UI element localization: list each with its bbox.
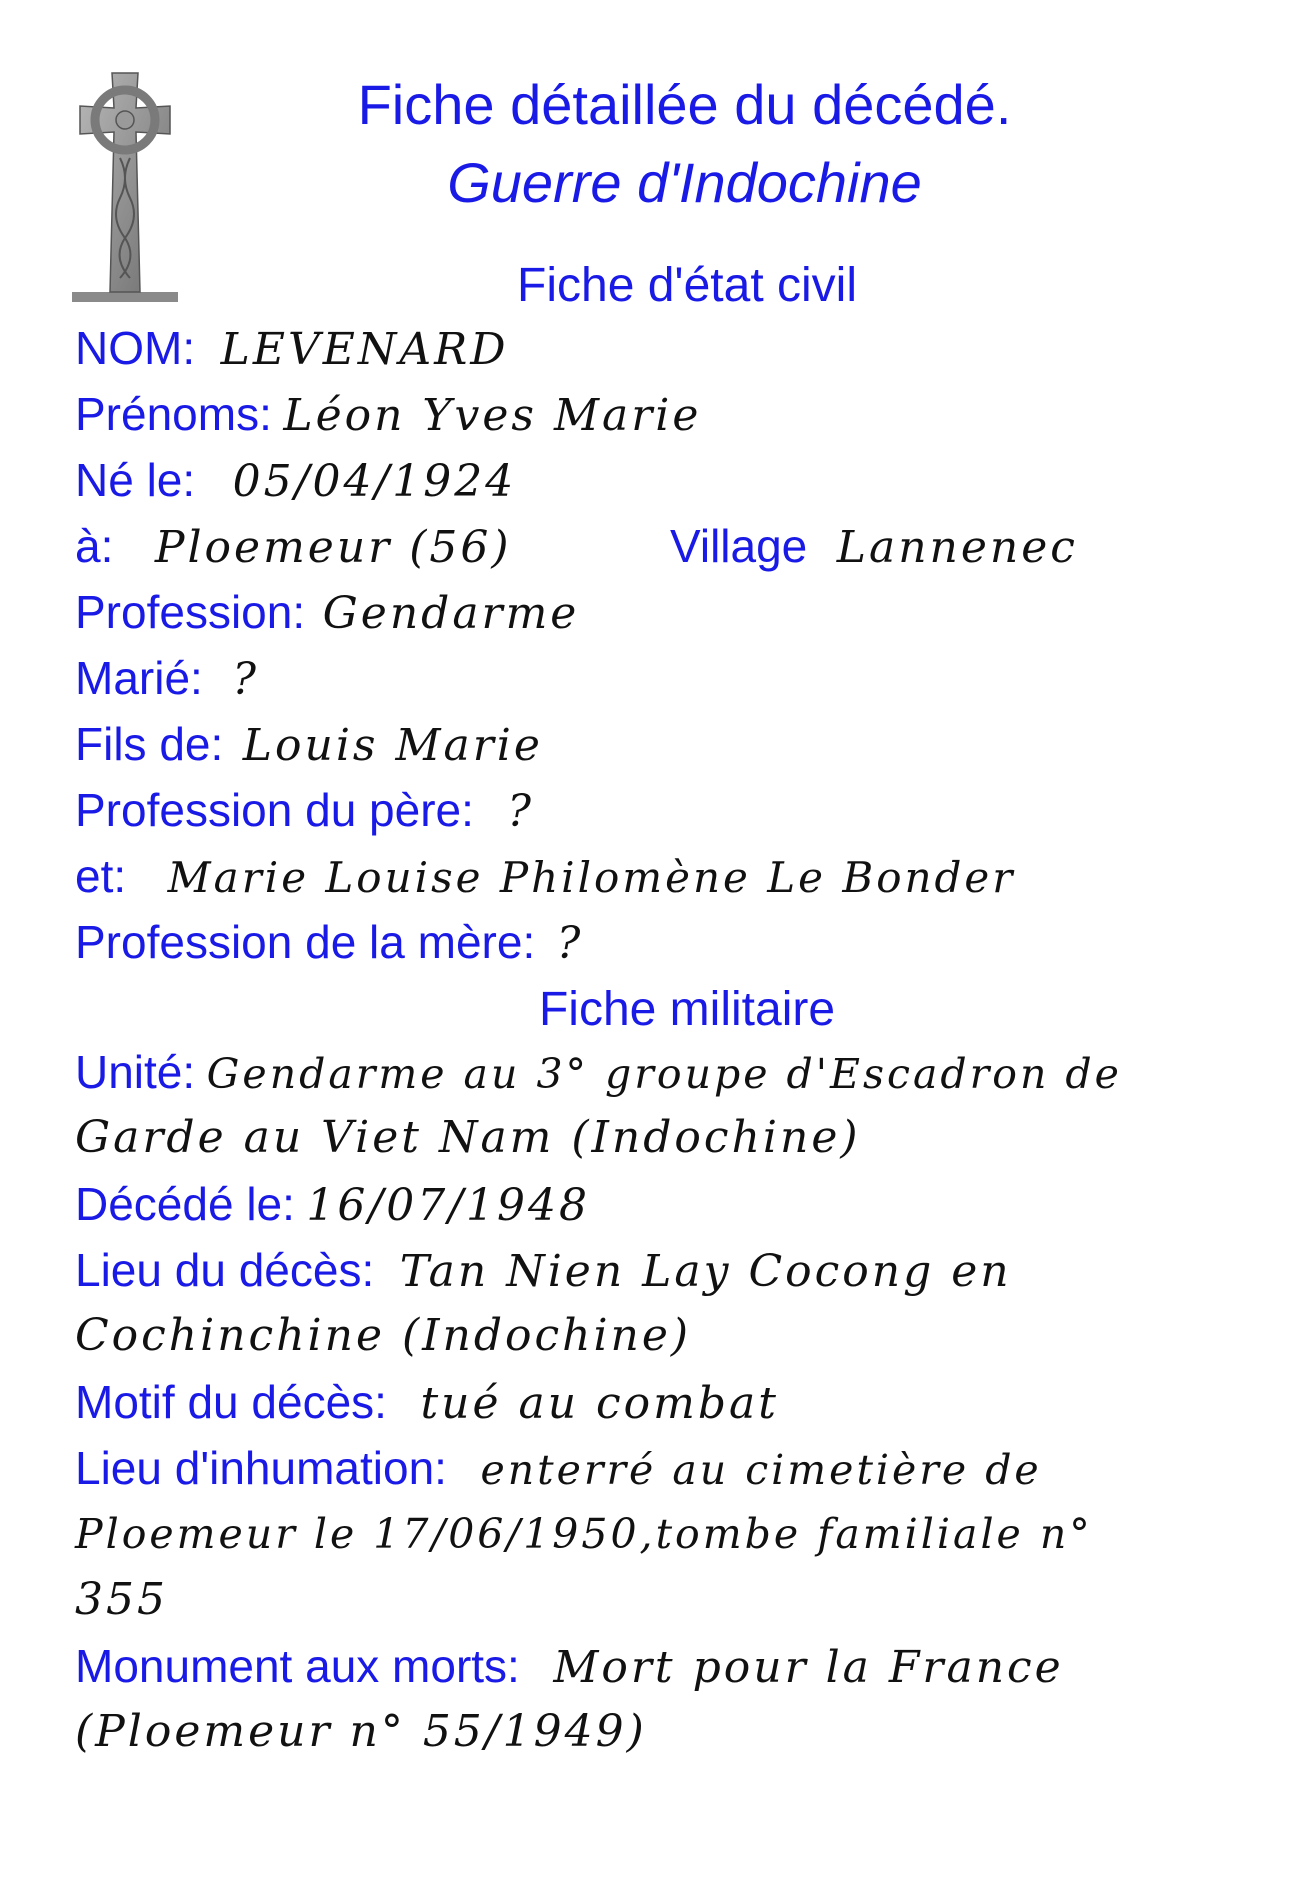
- death-date-row: [75, 1176, 1235, 1234]
- unit-row: [75, 1044, 1235, 1102]
- burial-value-line1: enterré au cimetière de: [480, 1446, 1042, 1494]
- mother-label: et:: [75, 850, 127, 902]
- village-row: [670, 518, 1230, 576]
- page-subtitle: Guerre d'Indochine: [447, 151, 922, 214]
- death-cause-row: [75, 1374, 1235, 1432]
- profession-value: Gendarme: [322, 588, 580, 639]
- nom-value: LEVENARD: [220, 324, 509, 375]
- death-place-row: [75, 1242, 1235, 1300]
- page-title: Fiche détaillée du décédé.: [357, 73, 1012, 136]
- prenoms-row: [75, 386, 1235, 444]
- village-value: Lannenec: [836, 522, 1078, 573]
- prenoms-value: Léon Yves Marie: [283, 390, 702, 441]
- burial-value-line3: 355: [75, 1574, 168, 1625]
- death-cause-value: tué au combat: [420, 1378, 779, 1429]
- burial-row: [75, 1440, 1235, 1498]
- father-profession-label: Profession du père:: [75, 784, 474, 836]
- married-row: [75, 650, 1235, 708]
- death-place-value-line1: Tan Nien Lay Cocong en: [399, 1246, 1012, 1297]
- monument-label: Monument aux morts:: [75, 1640, 520, 1692]
- monument-value-line1: Mort pour la France: [553, 1642, 1064, 1693]
- nom-label: NOM:: [75, 322, 196, 374]
- nom-row: [75, 320, 1235, 378]
- unit-value-line2: Garde au Viet Nam (Indochine): [75, 1112, 861, 1163]
- married-label: Marié:: [75, 652, 203, 704]
- father-row: [75, 716, 1235, 774]
- mother-profession-row: [75, 914, 1235, 972]
- mother-row: [75, 848, 1235, 906]
- prenoms-label: Prénoms:: [75, 388, 272, 440]
- death-place-value-line2: Cochinchine (Indochine): [75, 1310, 692, 1361]
- birth-date-row: [75, 452, 1235, 510]
- burial-value-line2: Ploemeur le 17/06/1950,tombe familiale n°: [75, 1510, 1093, 1558]
- mother-value: Marie Louise Philomène Le Bonder: [167, 853, 1016, 902]
- father-profession-row: [75, 782, 1235, 840]
- burial-label: Lieu d'inhumation:: [75, 1442, 447, 1494]
- father-profession-value: ?: [507, 786, 534, 837]
- death-cause-label: Motif du décès:: [75, 1376, 387, 1428]
- mother-profession-label: Profession de la mère:: [75, 916, 536, 968]
- village-label: Village: [670, 520, 808, 572]
- death-place-label: Lieu du décès:: [75, 1244, 375, 1296]
- birthplace-value: Ploemeur (56): [154, 522, 512, 573]
- unit-value-line1: Gendarme au 3° groupe d'Escadron de: [206, 1050, 1122, 1098]
- birth-date-label: Né le:: [75, 454, 196, 506]
- civil-heading: Fiche d'état civil: [517, 259, 857, 312]
- birth-date-value: 05/04/1924: [232, 456, 517, 507]
- unit-label: Unité:: [75, 1046, 196, 1098]
- military-heading: Fiche militaire: [538, 983, 836, 1036]
- father-value: Louis Marie: [242, 720, 543, 771]
- monument-value-line2: (Ploemeur n° 55/1949): [75, 1706, 647, 1757]
- father-label: Fils de:: [75, 718, 224, 770]
- profession-row: [75, 584, 1235, 642]
- birthplace-label: à:: [75, 520, 114, 572]
- death-date-value: 16/07/1948: [306, 1180, 591, 1231]
- married-value: ?: [232, 654, 259, 705]
- profession-label: Profession:: [75, 586, 306, 638]
- mother-profession-value: ?: [556, 918, 584, 969]
- monument-row: [75, 1638, 1235, 1696]
- death-date-label: Décédé le:: [75, 1178, 295, 1230]
